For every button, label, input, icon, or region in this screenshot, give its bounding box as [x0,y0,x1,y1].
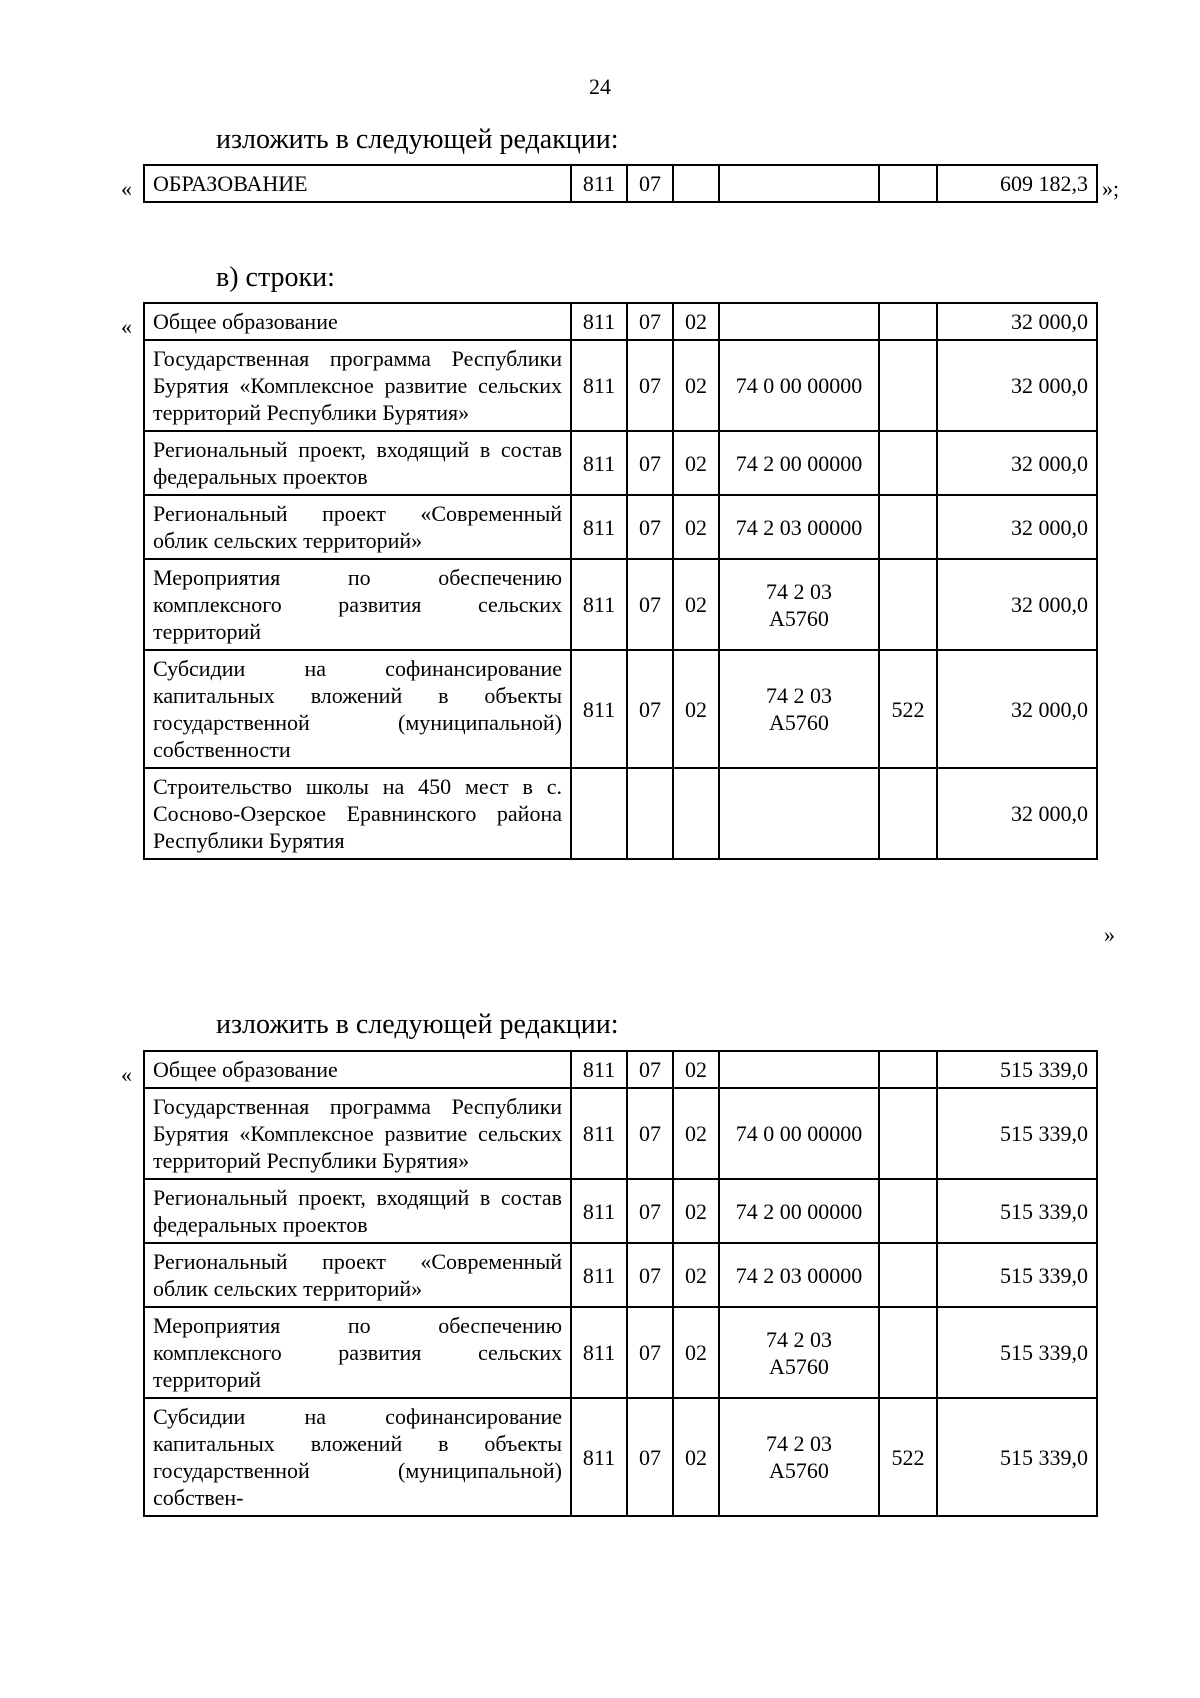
vr-code-cell [879,303,937,340]
row-name-cell: Региональный проект «Современный облик сельских территорий» [144,1243,571,1307]
rz-code-cell: 07 [627,559,673,650]
table-row [144,1307,1097,1398]
vr-code-cell [879,559,937,650]
csr-code-cell: 74 2 03 A5760 [719,650,879,768]
csr-code-cell [719,768,879,859]
row-name-cell: Государственная программа Республики Бурятия «Комплексное развитие сельских территорий Республики Бурятия» [144,340,571,431]
pr-code-cell: 02 [673,559,719,650]
table-row [144,1398,1097,1516]
csr-code-cell: 74 2 03 A5760 [719,1307,879,1398]
pr-code-cell: 02 [673,650,719,768]
vr-code-cell [879,165,937,202]
sum-cell: 515 339,0 [937,1051,1097,1088]
rz-code-cell [627,768,673,859]
sum-cell: 515 339,0 [937,1243,1097,1307]
rz-code-cell: 07 [627,431,673,495]
sum-cell: 32 000,0 [937,768,1097,859]
pr-code-cell: 02 [673,1051,719,1088]
gr-code-cell: 811 [571,495,627,559]
row-name-cell: Строительство школы на 450 мест в с. Сосново-Озерское Еравнинского района Республики Бурятия [144,768,571,859]
gr-code-cell: 811 [571,559,627,650]
table-row [144,1051,1097,1088]
sum-cell: 32 000,0 [937,431,1097,495]
vr-code-cell [879,768,937,859]
row-name-cell: Субсидии на софинансирование капитальных вложений в объекты государственной (муниципальной) собственности [144,650,571,768]
budget-table [143,302,1098,860]
gr-code-cell [571,768,627,859]
section-lead: изложить в следующей редакции: [216,1009,619,1040]
close-quote: »; [1102,176,1120,201]
csr-code-cell: 74 2 03 00000 [719,1243,879,1307]
row-name-cell: Субсидии на софинансирование капитальных вложений в объекты государственной (муниципальной) собствен- [144,1398,571,1516]
vr-code-cell [879,1051,937,1088]
sum-cell: 515 339,0 [937,1179,1097,1243]
rz-code-cell: 07 [627,1307,673,1398]
sum-cell: 32 000,0 [937,303,1097,340]
close-quote: » [1104,922,1115,947]
rz-code-cell: 07 [627,1398,673,1516]
open-quote: « [121,176,132,201]
rz-code-cell: 07 [627,340,673,431]
open-quote: « [121,1062,132,1087]
pr-code-cell: 02 [673,340,719,431]
section-lead: в) строки: [216,262,335,293]
gr-code-cell: 811 [571,1398,627,1516]
gr-code-cell: 811 [571,303,627,340]
table-row [144,495,1097,559]
rz-code-cell: 07 [627,495,673,559]
rz-code-cell: 07 [627,1179,673,1243]
vr-code-cell [879,1088,937,1179]
table-row [144,1243,1097,1307]
sum-cell: 32 000,0 [937,340,1097,431]
rz-code-cell: 07 [627,165,673,202]
vr-code-cell [879,1243,937,1307]
sum-cell: 32 000,0 [937,559,1097,650]
rz-code-cell: 07 [627,1051,673,1088]
gr-code-cell: 811 [571,1243,627,1307]
row-name-cell: Региональный проект, входящий в состав федеральных проектов [144,431,571,495]
row-name-cell: Региональный проект «Современный облик сельских территорий» [144,495,571,559]
sum-cell: 32 000,0 [937,495,1097,559]
row-name-cell: Общее образование [144,303,571,340]
rz-code-cell: 07 [627,303,673,340]
table-row [144,431,1097,495]
gr-code-cell: 811 [571,650,627,768]
csr-code-cell [719,303,879,340]
pr-code-cell: 02 [673,303,719,340]
rz-code-cell: 07 [627,1243,673,1307]
table-row [144,768,1097,859]
pr-code-cell [673,768,719,859]
page-number: 24 [589,74,611,99]
sum-cell: 515 339,0 [937,1398,1097,1516]
csr-code-cell: 74 2 03 A5760 [719,1398,879,1516]
csr-code-cell: 74 2 00 00000 [719,1179,879,1243]
row-name-cell: Региональный проект, входящий в состав федеральных проектов [144,1179,571,1243]
vr-code-cell [879,340,937,431]
pr-code-cell: 02 [673,1243,719,1307]
pr-code-cell: 02 [673,431,719,495]
sum-cell: 32 000,0 [937,650,1097,768]
row-name-cell: Общее образование [144,1051,571,1088]
gr-code-cell: 811 [571,1088,627,1179]
sum-cell: 515 339,0 [937,1307,1097,1398]
csr-code-cell [719,1051,879,1088]
budget-table [143,164,1098,203]
csr-code-cell [719,165,879,202]
row-name-cell: Мероприятия по обеспечению комплексного развития сельских территорий [144,559,571,650]
rz-code-cell: 07 [627,650,673,768]
vr-code-cell [879,495,937,559]
csr-code-cell: 74 2 03 A5760 [719,559,879,650]
vr-code-cell [879,1307,937,1398]
table-row [144,1179,1097,1243]
table-row [144,340,1097,431]
row-name-cell: ОБРАЗОВАНИЕ [144,165,571,202]
table-row [144,1088,1097,1179]
gr-code-cell: 811 [571,1179,627,1243]
pr-code-cell: 02 [673,1307,719,1398]
budget-table [143,1050,1098,1517]
pr-code-cell: 02 [673,1179,719,1243]
vr-code-cell [879,431,937,495]
table-row [144,165,1097,202]
pr-code-cell: 02 [673,495,719,559]
pr-code-cell [673,165,719,202]
csr-code-cell: 74 2 03 00000 [719,495,879,559]
vr-code-cell [879,1179,937,1243]
sum-cell: 609 182,3 [937,165,1097,202]
gr-code-cell: 811 [571,1307,627,1398]
sum-cell: 515 339,0 [937,1088,1097,1179]
table-row [144,303,1097,340]
csr-code-cell: 74 2 00 00000 [719,431,879,495]
rz-code-cell: 07 [627,1088,673,1179]
pr-code-cell: 02 [673,1398,719,1516]
open-quote: « [121,314,132,339]
row-name-cell: Государственная программа Республики Бурятия «Комплексное развитие сельских территорий Республики Бурятия» [144,1088,571,1179]
gr-code-cell: 811 [571,1051,627,1088]
table-row [144,650,1097,768]
vr-code-cell: 522 [879,650,937,768]
gr-code-cell: 811 [571,431,627,495]
csr-code-cell: 74 0 00 00000 [719,1088,879,1179]
gr-code-cell: 811 [571,165,627,202]
vr-code-cell: 522 [879,1398,937,1516]
csr-code-cell: 74 0 00 00000 [719,340,879,431]
gr-code-cell: 811 [571,340,627,431]
row-name-cell: Мероприятия по обеспечению комплексного развития сельских территорий [144,1307,571,1398]
table-row [144,559,1097,650]
pr-code-cell: 02 [673,1088,719,1179]
section-lead: изложить в следующей редакции: [216,124,619,155]
